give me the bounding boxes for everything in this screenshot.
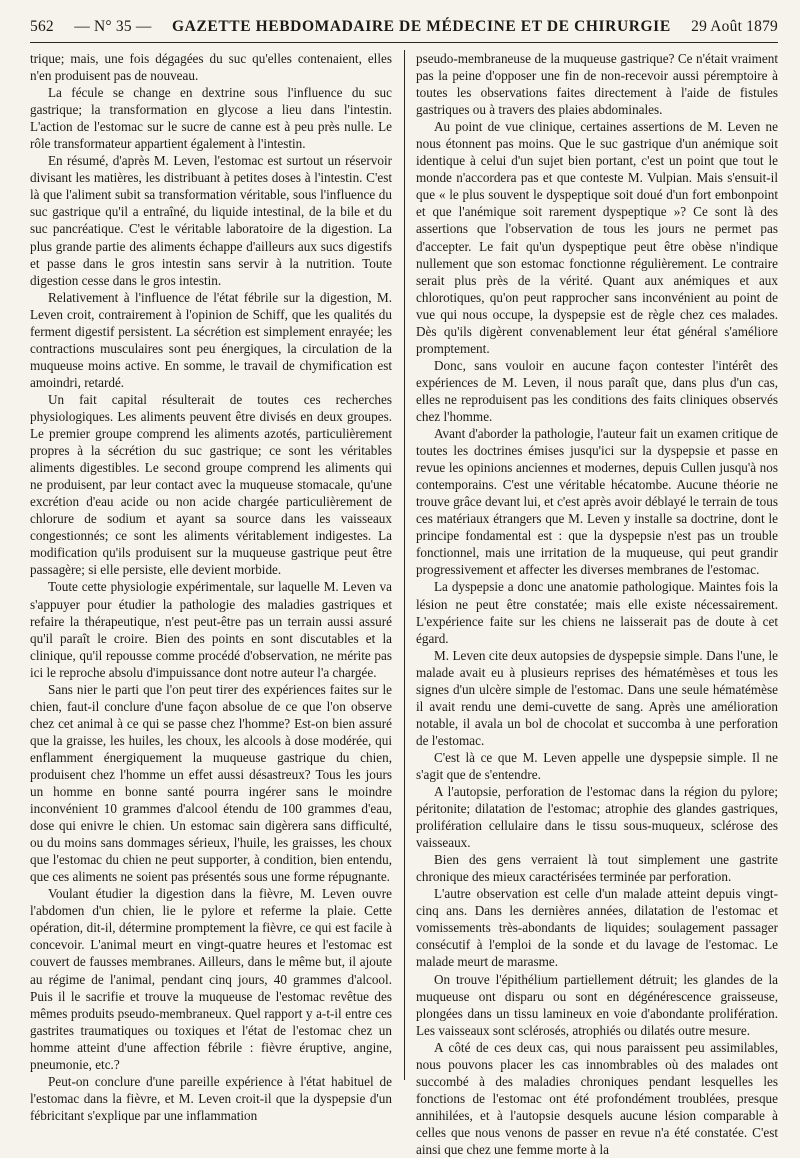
paragraph: En résumé, d'après M. Leven, l'estomac est surtout un réservoir divisant les matières, les distribuant à petites doses à l'intestin. C'est là que l'aliment subit sa transformation véritable, sous l'influence du suc gastrique qu'il a entraîné, du liquide intestinal, de la bile et du suc pancréatique. C'est le véritable laboratoire de la digestion. La plus grande partie des aliments échappe d'ailleurs aux sucs digestifs et passe dans le gros intestin sans servir à la nutrition. Toute digestion cesse dans le gros intestin. [30, 153, 392, 288]
paragraph: Bien des gens verraient là tout simplement une gastrite chronique des mieux caractérisées terminée par perforation. [416, 852, 778, 885]
column-divider [404, 50, 405, 1080]
paragraph: A l'autopsie, perforation de l'estomac dans la région du pylore; péritonite; dilatation de l'estomac; atrophie des glandes gastriques, prolifération cellulaire dans le tissu sous-muqueux, sclérose des vaisseaux. [416, 784, 778, 851]
paragraph: Au point de vue clinique, certaines assertions de M. Leven ne nous étonnent pas moins. Que le suc gastrique d'un anémique soit identique à celui d'un sujet bien portant, c'est un point que tout le monde n'accordera pas et que conteste M. Vulpian. Mais s'ensuit-il que « le plus souvent le dyspeptique soit doué d'un fort embonpoint et que l'anémique soit rarement dyspeptique »? Ce sont là des assertions que l'observation de tous les jours ne permet pas d'accepter. Le fait qu'un dyspeptique peut être obèse n'indique nullement que son estomac fonctionne régulièrement. Le contraire serait plus près de la vérité. Quant aux anémiques et aux chlorotiques, qu'on peut rapprocher sans inconvénient au point de vue qui nous occupe, la dyspepsie est de règle chez ces malades. Dès qu'ils digèrent convenablement leur état général s'améliore promptement. [416, 119, 778, 356]
paragraph: La dyspepsie a donc une anatomie pathologique. Maintes fois la lésion ne peut être constatée; mais elle existe nécessairement. L'expérience faite sur les chiens ne laisserait pas de doute à cet égard. [416, 579, 778, 646]
right-column [416, 50, 778, 1157]
paragraph: Avant d'aborder la pathologie, l'auteur fait un examen critique de toutes les doctrines émises jusqu'ici sur la dyspepsie et passe en revue les opinions anciennes et modernes, depuis Cullen jusqu'à nos contemporains. C'est une véritable hécatombe. Aucune théorie ne trouve grâce devant lui, et c'est après avoir déblayé le terrain de tous ces matériaux étrangers que M. Leven y installe sa doctrine, dont le principe fondamental est : que la dyspepsie n'est pas un trouble fonctionnel, mais une irritation de la muqueuse, qui peut grandir progressivement et affecter les diverses membranes de l'estomac. [416, 426, 778, 578]
paragraph: Relativement à l'influence de l'état fébrile sur la digestion, M. Leven croit, contrairement à l'opinion de Schiff, que les qualités du ferment digestif persistent. La sécrétion est simplement enrayée; les contractions musculaires sont peu énergiques, la circulation de la muqueuse moins active. En somme, le travail de chymification est amoindri, retardé. [30, 289, 392, 390]
paragraph: On trouve l'épithélium partiellement détruit; les glandes de la muqueuse ont disparu ou sont en dégénérescence graisseuse, plongées dans un tissu lamineux en voie d'abondante prolifération. Les vaisseaux sont sclérosés, atrophiés ou dilatés outre mesure. [416, 971, 778, 1038]
paragraph: A côté de ces deux cas, qui nous paraissent peu assimilables, nous pouvons placer les cas innombrables où des malades ont succombé à des maladies chroniques pendant lesquelles les fonctions de l'estomac ont été profondément troublées, presque annihilées, et à l'autopsie desquels aucune lésion comparable à celles que nous venons de passer en revue n'a été constatée. C'est ainsi que chez une femme morte à la [416, 1039, 778, 1157]
paragraph: La fécule se change en dextrine sous l'influence du suc gastrique; la transformation en glycose a lieu dans l'intestin. L'action de l'estomac sur le sucre de canne est à peu près nulle. Le rôle transformateur appartient également à l'intestin. [30, 85, 392, 152]
paragraph: Donc, sans vouloir en aucune façon contester l'intérêt des expériences de M. Leven, il nous paraît que, dans plus d'un cas, elles ne reproduisent pas les conditions des faits cliniques observés chez l'homme. [416, 357, 778, 424]
paragraph: Toute cette physiologie expérimentale, sur laquelle M. Leven va s'appuyer pour étudier la pathologie des maladies gastriques et refaire la thérapeutique, n'est peut-être pas un terrain aussi assuré qu'il paraît le croire. Bien des points en sont discutables et la clinique, qu'il repousse comme procédé d'observation, ne mérite pas ici le reproche absolu d'impuissance dont notre auteur l'a chargée. [30, 579, 392, 680]
article-body [30, 50, 778, 1157]
paragraph: Sans nier le parti que l'on peut tirer des expériences faites sur le chien, faut-il conclure d'une façon absolue de ce que l'on observe chez cet animal à ce qui se passe chez l'homme? Est-on bien assuré que la graisse, les huiles, les choux, les alcools à dose modérée, qui enflamment énergiquement la muqueuse gastrique du chien, produisent chez l'homme un effet aussi désastreux? Tous les jours un homme en bonne santé pourra ingérer sans le moindre inconvénient 10 grammes d'alcool étendu de 100 grammes d'eau, dose qui enivre le chien. Un estomac sain digèrera sans difficulté, ou du moins sans dommages sérieux, l'huile, les graisses, les choux que l'estomac du chien ne peut supporter, à condition, bien entendu, que ces aliments ne soient pas présentés sous une forme répugnante. [30, 681, 392, 885]
left-column [30, 50, 392, 1123]
paragraph: C'est là ce que M. Leven appelle une dyspepsie simple. Il ne s'agit que de s'entendre. [416, 749, 778, 782]
issue-number: — N° 35 — [74, 18, 152, 35]
issue-date: 29 Août 1879 [691, 18, 778, 35]
paragraph: pseudo-membraneuse de la muqueuse gastrique? Ce n'était vraiment pas la peine d'opposer une fin de non-recevoir aussi péremptoire à toutes les observations faites directement à l'aide de fistules gastriques ou à travers des plaies abdominales. [416, 51, 778, 118]
paragraph: Peut-on conclure d'une pareille expérience à l'état habituel de l'estomac dans la fièvre, et M. Leven croit-il que la dyspepsie d'un fébricitant s'explique par une inflammation [30, 1073, 392, 1123]
journal-title: GAZETTE HEBDOMADAIRE DE MÉDECINE ET DE CHIRURGIE [172, 18, 671, 35]
running-header [30, 12, 778, 43]
paragraph: trique; mais, une fois dégagées du suc qu'elles contenaient, elles n'en produisent pas de nouveau. [30, 51, 392, 84]
paragraph: M. Leven cite deux autopsies de dyspepsie simple. Dans l'une, le malade avait eu à plusieurs reprises des hématémèses et tous les signes d'un ulcère simple de l'estomac. Dans une seule hématémèse il avait rendu une demi-cuvette de sang. Après une amélioration notable, il avala un bol de chocolat et succomba à une perforation de l'estomac. [416, 647, 778, 748]
paragraph: Un fait capital résulterait de toutes ces recherches physiologiques. Les aliments peuvent être divisés en deux groupes. Le premier groupe comprend les aliments azotés, particulièrement propres à la sécrétion du suc gastrique; ce sont les véritables aliments digestibles. Le second groupe comprend les aliments qui ne produisent, par leur contact avec la muqueuse stomacale, qu'une excrétion d'eau acide ou non acide chargée particulièrement de chlorure de sodium et ayant sa source dans les vaisseaux congestionnés; ce sont les aliments véritablement indigestes. La modification qu'ils produisent sur la muqueuse gastrique peut être passagère; si elle persiste, elle devient morbide. [30, 391, 392, 578]
paragraph: L'autre observation est celle d'un malade atteint depuis vingt-cinq ans. Dans les dernières années, dilatation de l'estomac et vomissements très-abondants de liquides; soulagement passager consécutif à l'emploi de la sonde et du lavage de l'estomac. Le malade meurt de marasme. [416, 886, 778, 970]
page-number: 562 [30, 18, 54, 35]
paragraph: Voulant étudier la digestion dans la fièvre, M. Leven ouvre l'abdomen d'un chien, lie le pylore et referme la plaie. Cette opération, dit-il, détermine promptement la fièvre, ce qui est facile à concevoir. L'animal meurt en vingt-quatre heures et l'estomac est couvert de fausses membranes. Ailleurs, dans le même but, il ajoute au régime de l'animal, pendant cinq jours, 40 grammes d'alcool. Puis il le sacrifie et trouve la muqueuse de l'estomac revêtue des mêmes produits pseudo-membraneux. Quel rapport y a-t-il entre ces gastrites traumatiques ou toxiques et l'état de l'estomac chez un homme atteint d'une affection fébrile : fièvre éruptive, angine, pneumonie, etc.? [30, 886, 392, 1072]
